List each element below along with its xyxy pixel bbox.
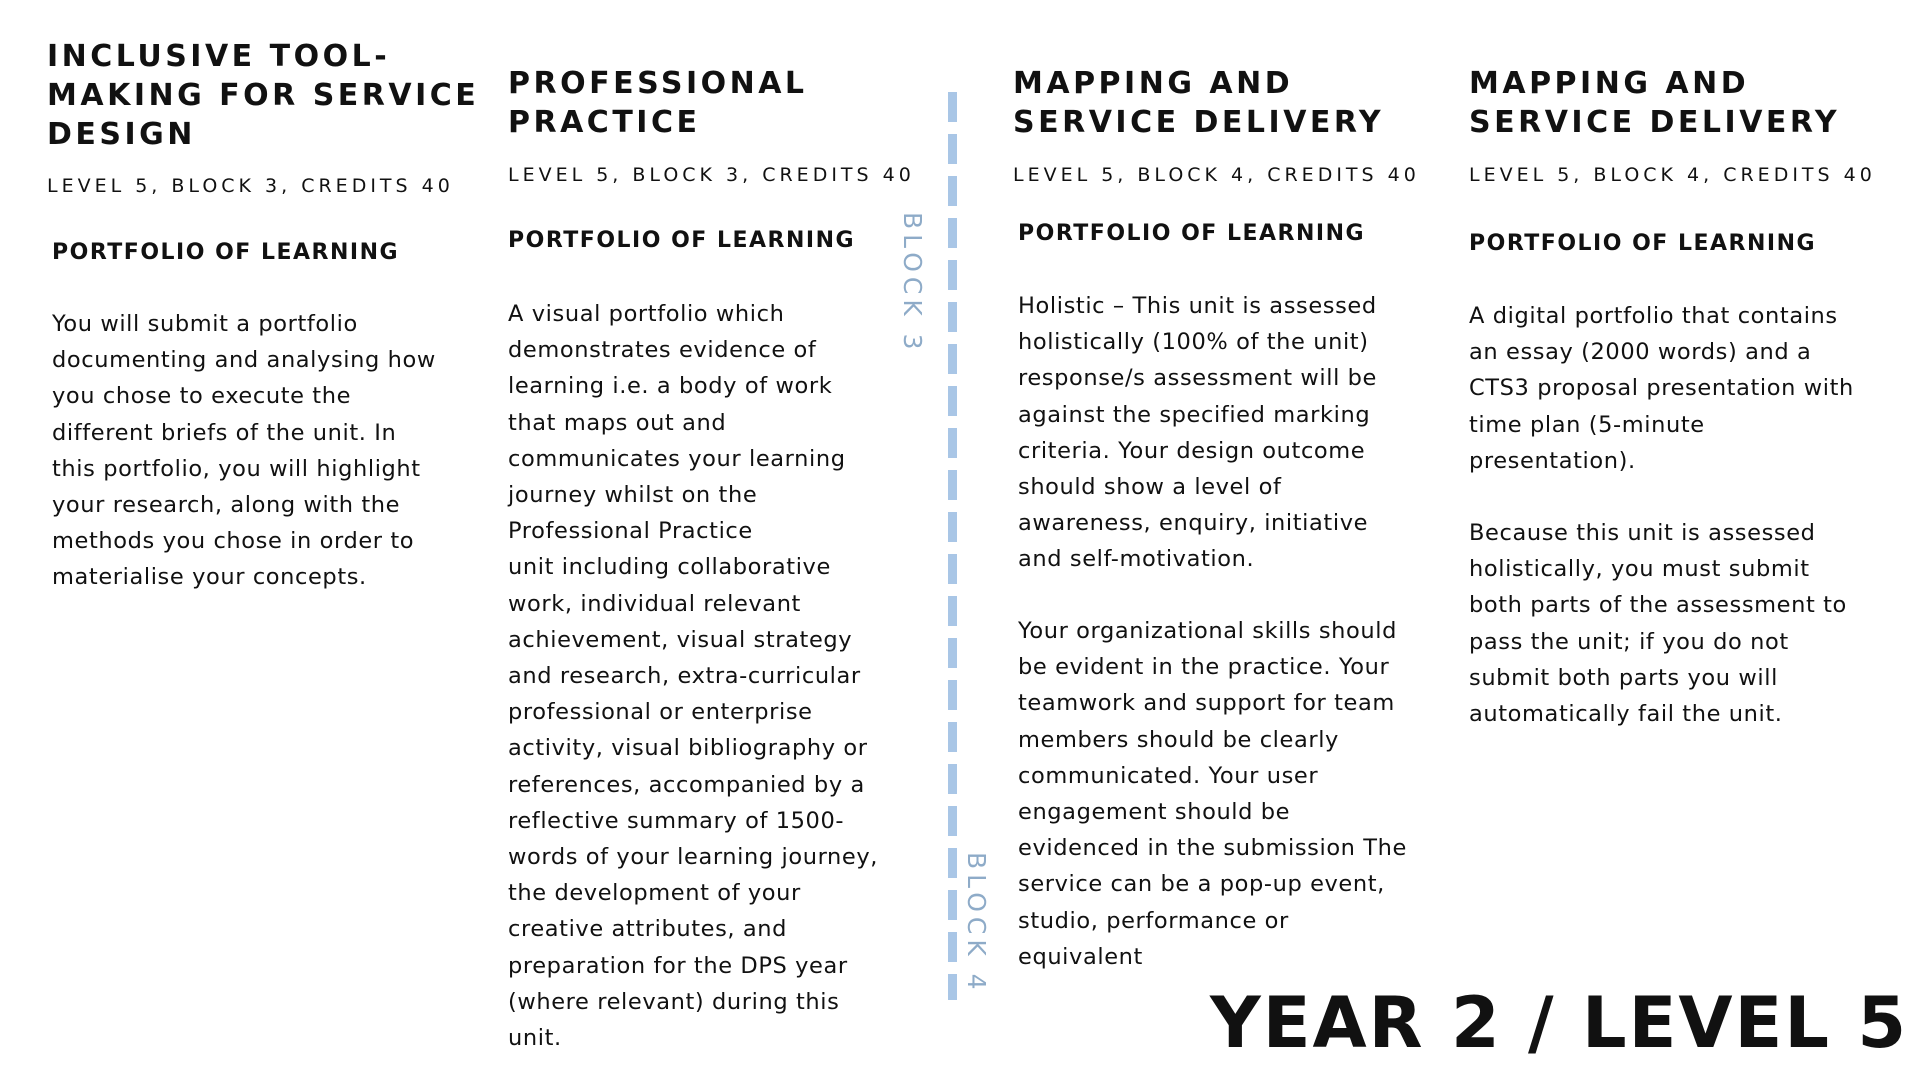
unit-title: PROFESSIONAL PRACTICE bbox=[508, 66, 808, 140]
block-divider bbox=[948, 92, 957, 1000]
block-3-label: BLOCK 3 bbox=[898, 212, 927, 355]
assessment-description: Holistic – This unit is assessed holistically (100% of the unit) response/s assessment will be against the specified marking criteria. Your design outcome should show a level of awareness, enquiry, initiative and self-motivation. bbox=[1018, 293, 1377, 573]
assessment-description: A digital portfolio that contains an essay (2000 words) and a CTS3 proposal presentation with time plan (5-minute presentation). bbox=[1469, 303, 1854, 474]
assessment-heading: PORTFOLIO OF LEARNING bbox=[52, 240, 400, 265]
assessment-heading: PORTFOLIO OF LEARNING bbox=[1469, 231, 1817, 256]
unit-meta: LEVEL 5, BLOCK 3, CREDITS 40 bbox=[508, 164, 915, 186]
unit-meta: LEVEL 5, BLOCK 4, CREDITS 40 bbox=[1469, 164, 1876, 186]
unit-title: MAPPING AND SERVICE DELIVERY bbox=[1013, 66, 1385, 140]
assessment-description-continued: Because this unit is assessed holistically, you must submit both parts of the assessment to pass the unit; if you do not submit both parts you will automatically fail the unit. bbox=[1469, 520, 1847, 728]
assessment-description: A visual portfolio which demonstrates evidence of learning i.e. a body of work that maps out and communicates your learning journey whilst on the Professional Practice unit including collaborative work, individual relevant achievement, visual strategy and research, extra-curricular professional or enterprise activity, visual bibliography or references, accompanied by a reflective summary of 1500- words of your learning journey, the development of your creative attributes, and preparation for the DPS year (where relevant) during this unit. bbox=[508, 301, 879, 1052]
unit-title: MAPPING AND SERVICE DELIVERY bbox=[1469, 66, 1841, 140]
assessment-description: You will submit a portfolio documenting and analysing how you chose to execute the different briefs of the unit. In this portfolio, you will highlight your research, along with the methods you chose in order to materialise your concepts. bbox=[52, 311, 436, 591]
assessment-heading: PORTFOLIO OF LEARNING bbox=[1018, 221, 1366, 246]
year-level-title: YEAR 2 / LEVEL 5 bbox=[1210, 982, 1909, 1064]
unit-title: INCLUSIVE TOOL- MAKING FOR SERVICE DESIGN bbox=[47, 39, 480, 152]
assessment-description-continued: Your organizational skills should be evident in the practice. Your teamwork and support for team members should be clearly communicated. Your user engagement should be evidenced in the submission The service can be a pop-up event, studio, performance or equivalent bbox=[1018, 618, 1407, 970]
unit-meta: LEVEL 5, BLOCK 4, CREDITS 40 bbox=[1013, 164, 1420, 186]
unit-meta: LEVEL 5, BLOCK 3, CREDITS 40 bbox=[47, 175, 454, 197]
block-4-label: BLOCK 4 bbox=[962, 852, 991, 995]
assessment-heading: PORTFOLIO OF LEARNING bbox=[508, 228, 856, 253]
